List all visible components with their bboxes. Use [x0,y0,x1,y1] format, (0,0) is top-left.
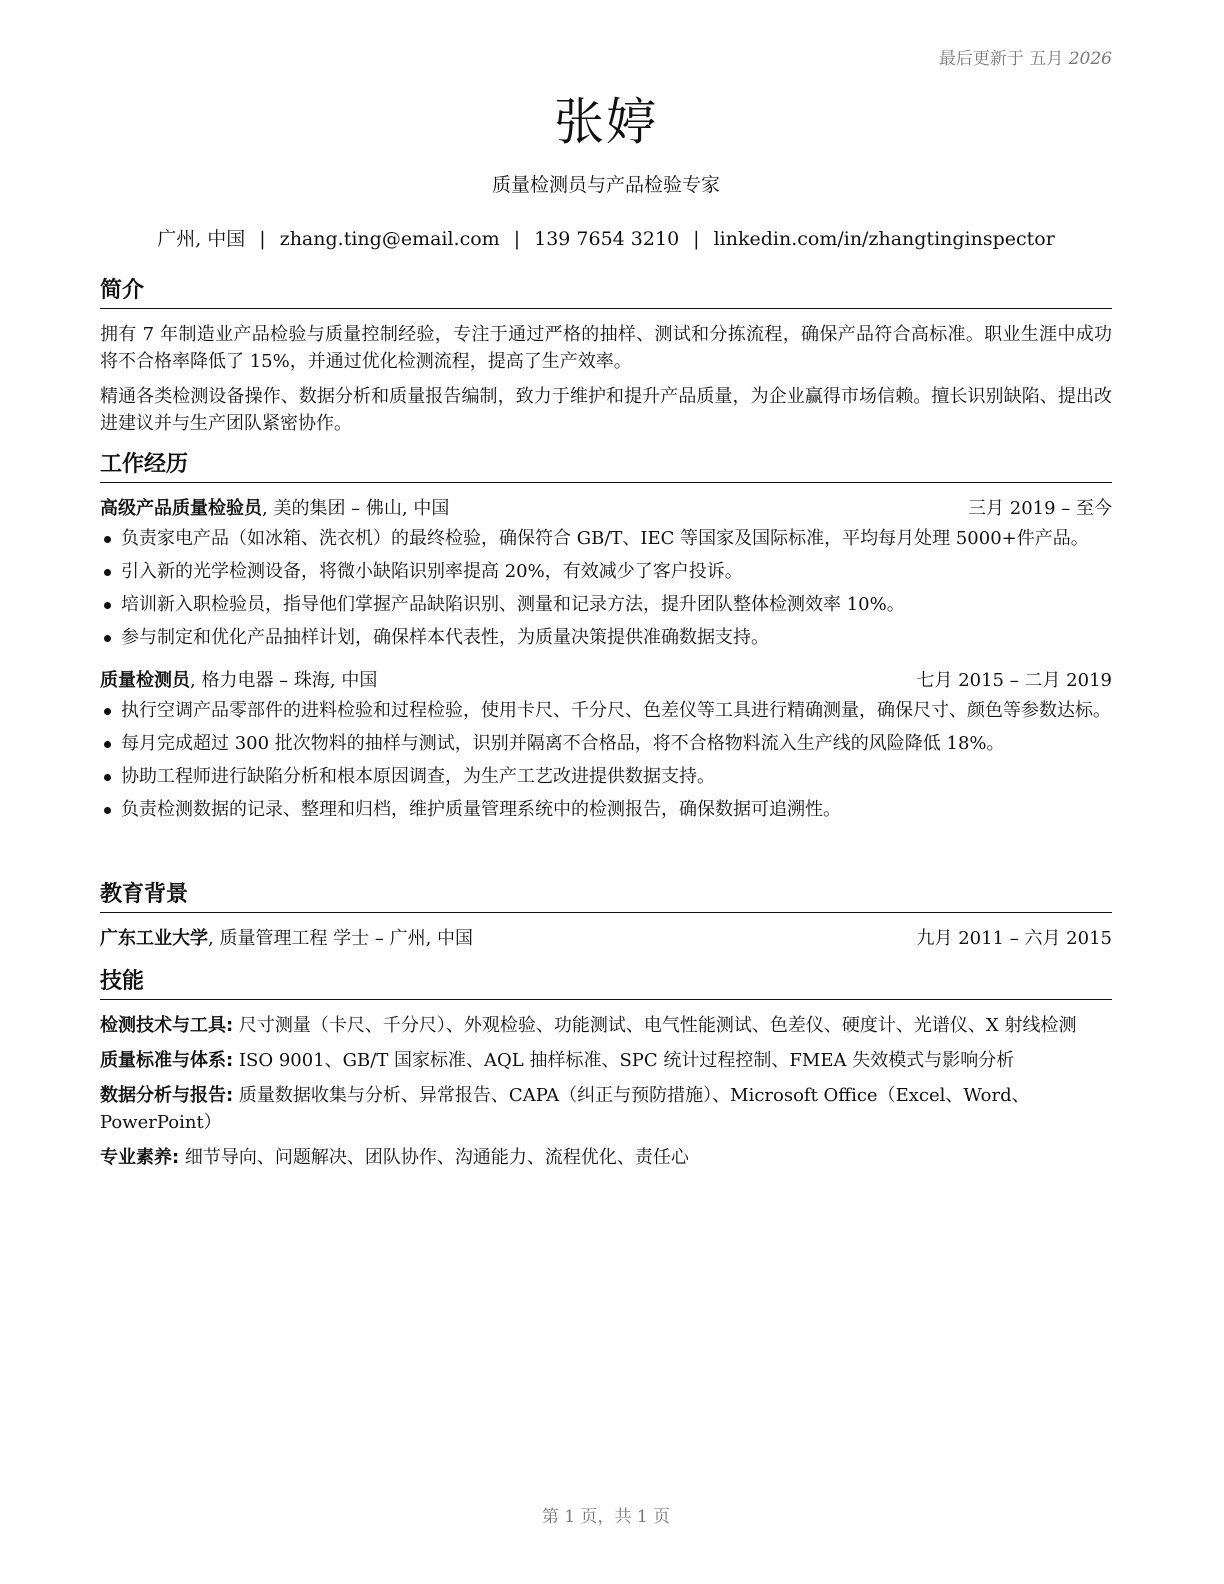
experience-title: 工作经历 [100,450,1112,483]
contact-phone: 139 7654 3210 [534,228,680,250]
summary-paragraph: 精通各类检测设备操作、数据分析和质量报告编制，致力于维护和提升产品质量，为企业赢得市场信赖。擅长识别缺陷、提出改进建议并与生产团队紧密协作。 [100,386,1112,434]
summary-paragraph: 拥有 7 年制造业产品检验与质量控制经验，专注于通过严格的抽样、测试和分拣流程，确保产品符合高标准。职业生涯中成功将不合格率降低了 15%，并通过优化检测流程，提高了生产效率。 [100,324,1112,372]
skill-label: 质量标准与体系: [100,1050,234,1071]
skill-label: 专业素养: [100,1147,180,1168]
job-bullet: 培训新入职检验员，指导他们掌握产品缺陷识别、测量和记录方法，提升团队整体检测效率 10%。 [100,591,1112,618]
job-entry [100,667,1112,823]
job-bullet: 执行空调产品零部件的进料检验和过程检验，使用卡尺、千分尺、色差仪等工具进行精确测量，确保尺寸、颜色等参数达标。 [100,697,1112,724]
education-title: 教育背景 [100,880,1112,913]
skills-section [100,967,1112,1179]
job-bullets [100,525,1112,651]
job-entry [100,495,1112,651]
job-bullet: 引入新的光学检测设备，将微小缺陷识别率提高 20%，有效减少了客户投诉。 [100,558,1112,585]
skill-value: 尺寸测量（卡尺、千分尺）、外观检验、功能测试、电气性能测试、色差仪、硬度计、光谱仪、X 射线检测 [233,1015,1077,1036]
skill-row [100,1082,1112,1136]
summary-title: 简介 [100,276,1112,309]
contact-linkedin[interactable]: linkedin.com/in/zhangtinginspector [713,228,1055,250]
skill-value: 质量数据收集与分析、异常报告、CAPA（纠正与预防措施）、Microsoft Office（Excel、Word、PowerPoint） [100,1085,1030,1133]
candidate-headline: 质量检测员与产品检验专家 [491,174,720,196]
job-bullet: 参与制定和优化产品抽样计划，确保样本代表性，为质量决策提供准确数据支持。 [100,624,1112,651]
skills-title: 技能 [100,967,1112,1000]
skill-value: 细节导向、问题解决、团队协作、沟通能力、流程优化、责任心 [179,1147,689,1168]
job-role: 高级产品质量检验员 [100,498,262,519]
contact-location: 广州, 中国 [157,228,246,250]
education-section [100,880,1112,953]
resume-page [100,0,1112,1584]
contact-separator: | [513,228,521,250]
skill-value: ISO 9001、GB/T 国家标准、AQL 抽样标准、SPC 统计过程控制、FMEA 失效模式与影响分析 [233,1050,1015,1071]
contact-separator: | [259,228,266,250]
job-dates: 三月 2019 – 至今 [968,498,1112,519]
last-updated [939,44,1112,69]
page-footer: 第 1 页，共 1 页 [541,1507,671,1527]
job-bullet: 负责检测数据的记录、整理和归档，维护质量管理系统中的检测报告，确保数据可追溯性。 [100,796,1112,823]
education-detail: , 质量管理工程 学士 – 广州, 中国 [208,928,474,949]
job-bullet: 协助工程师进行缺陷分析和根本原因调查，为生产工艺改进提供数据支持。 [100,763,1112,790]
job-dates: 七月 2015 – 二月 2019 [916,670,1112,691]
skill-label: 数据分析与报告: [100,1085,234,1106]
contact-email[interactable]: zhang.ting@email.com [279,228,500,250]
experience-section [100,450,1112,829]
education-entry [100,925,1112,953]
job-bullets [100,697,1112,823]
education-school: 广东工业大学 [100,928,208,949]
skill-label: 检测技术与工具: [100,1015,234,1036]
last-updated-prefix: 最后更新于 五月 [938,49,1064,69]
candidate-name: 张婷 [554,93,658,151]
contact-separator: | [693,228,700,250]
job-header [100,495,1112,523]
job-company: , 美的集团 – 佛山, 中国 [262,498,450,519]
job-header [100,667,1112,695]
education-dates: 九月 2011 – 六月 2015 [916,928,1112,949]
summary-section [100,276,1112,445]
job-bullet: 每月完成超过 300 批次物料的抽样与测试，识别并隔离不合格品，将不合格物料流入生产线的风险降低 18%。 [100,730,1112,757]
job-company: , 格力电器 – 珠海, 中国 [190,670,378,691]
skill-row [100,1012,1112,1039]
job-role: 质量检测员 [100,670,190,691]
contact-line [100,224,1112,251]
last-updated-year: 2026 [1068,49,1112,69]
job-bullet: 负责家电产品（如冰箱、洗衣机）的最终检验，确保符合 GB/T、IEC 等国家及国际标准，平均每月处理 5000+件产品。 [100,525,1112,552]
skill-row [100,1047,1112,1074]
skill-row [100,1144,1112,1171]
